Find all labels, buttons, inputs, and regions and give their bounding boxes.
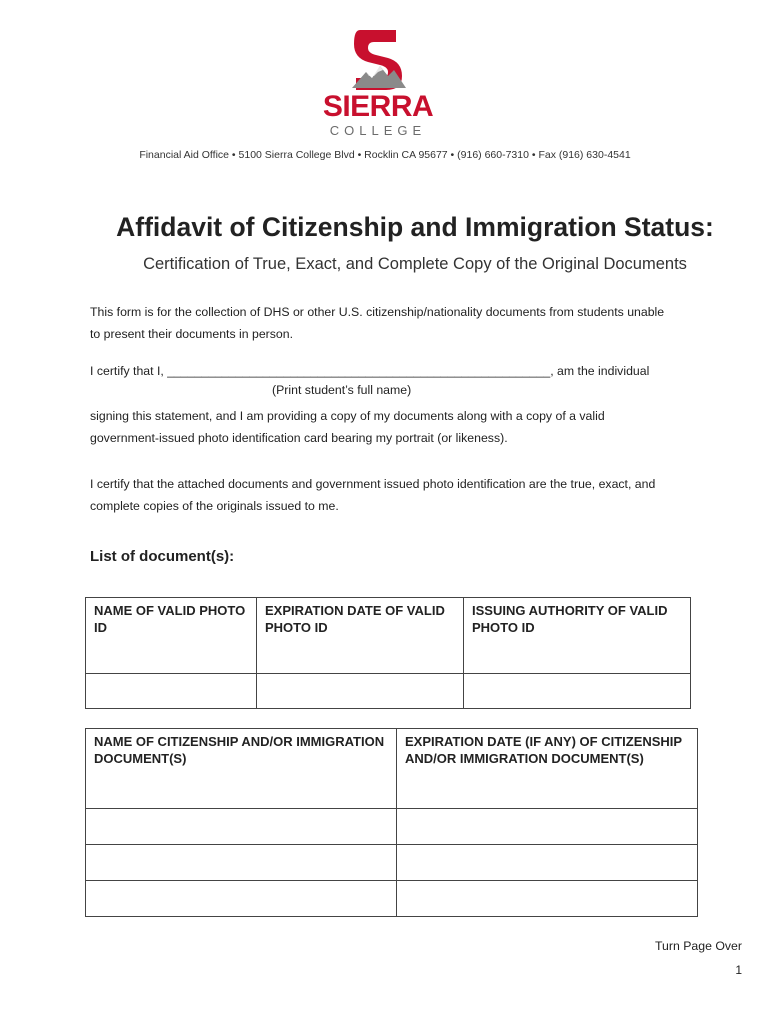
certify2-line-2: complete copies of the originals issued to me. — [90, 499, 339, 513]
certify-line-2: signing this statement, and I am providing a copy of my documents along with a copy of a valid — [90, 409, 605, 423]
list-heading: List of document(s): — [90, 548, 235, 565]
document-expiration-cell[interactable] — [397, 845, 698, 881]
header-citizenship-document-name: NAME OF CITIZENSHIP AND/OR IMMIGRATION DOCUMENT(S) — [86, 729, 397, 809]
document-name-cell[interactable] — [86, 845, 397, 881]
intro-paragraph — [90, 301, 690, 345]
intro-line-2: to present their documents in person. — [90, 327, 294, 341]
photo-id-expiration-cell[interactable] — [257, 674, 464, 709]
certify-copies-paragraph — [90, 473, 690, 517]
header-expiration-photo-id: EXPIRATION DATE OF VALID PHOTO ID — [257, 598, 464, 674]
document-expiration-cell[interactable] — [397, 809, 698, 845]
turn-page-over: Turn Page Over — [654, 939, 742, 953]
header-name-of-photo-id: NAME OF VALID PHOTO ID — [86, 598, 257, 674]
document-name-cell[interactable] — [86, 881, 397, 917]
header-issuing-authority: ISSUING AUTHORITY OF VALID PHOTO ID — [464, 598, 691, 674]
certify-line-3: government-issued photo identification card bearing my portrait (or likeness). — [90, 431, 508, 445]
page-title: Affidavit of Citizenship and Immigration Status: — [116, 212, 714, 242]
table-header-row — [86, 598, 691, 674]
office-address: Financial Aid Office • 5100 Sierra College Blvd • Rocklin CA 95677 • (916) 660-7310 • Fax (916) 630-4541 — [139, 149, 631, 161]
citizenship-documents-table — [85, 728, 698, 917]
table-header-row — [86, 729, 698, 809]
certify-name-line — [90, 360, 690, 382]
logo-wordmark: SIERRA — [322, 90, 434, 123]
photo-id-name-cell[interactable] — [86, 674, 257, 709]
header-citizenship-expiration: EXPIRATION DATE (IF ANY) OF CITIZENSHIP AND/OR IMMIGRATION DOCUMENT(S) — [397, 729, 698, 809]
sierra-college-logo — [322, 28, 434, 140]
document-name-cell[interactable] — [86, 809, 397, 845]
table-row — [86, 845, 698, 881]
table-row — [86, 881, 698, 917]
print-name-label: (Print student’s full name) — [272, 383, 412, 397]
certify2-line-1: I certify that the attached documents and government issued photo identification are the true, exact, and — [90, 477, 656, 491]
page-subtitle: Certification of True, Exact, and Complete Copy of the Original Documents — [143, 255, 687, 273]
table-row — [86, 809, 698, 845]
page-number: 1 — [735, 963, 742, 977]
table-row — [86, 674, 691, 709]
logo-subtext: COLLEGE — [329, 123, 427, 138]
photo-id-authority-cell[interactable] — [464, 674, 691, 709]
certify-paragraph — [90, 405, 690, 449]
photo-id-table — [85, 597, 691, 709]
sierra-s-mountain-icon — [322, 28, 434, 94]
intro-line-1: This form is for the collection of DHS or other U.S. citizenship/nationality documents from students unable — [90, 305, 665, 319]
certify-line-1[interactable]: I certify that I, ________________________________________________________, am the individual — [90, 364, 650, 378]
document-expiration-cell[interactable] — [397, 881, 698, 917]
